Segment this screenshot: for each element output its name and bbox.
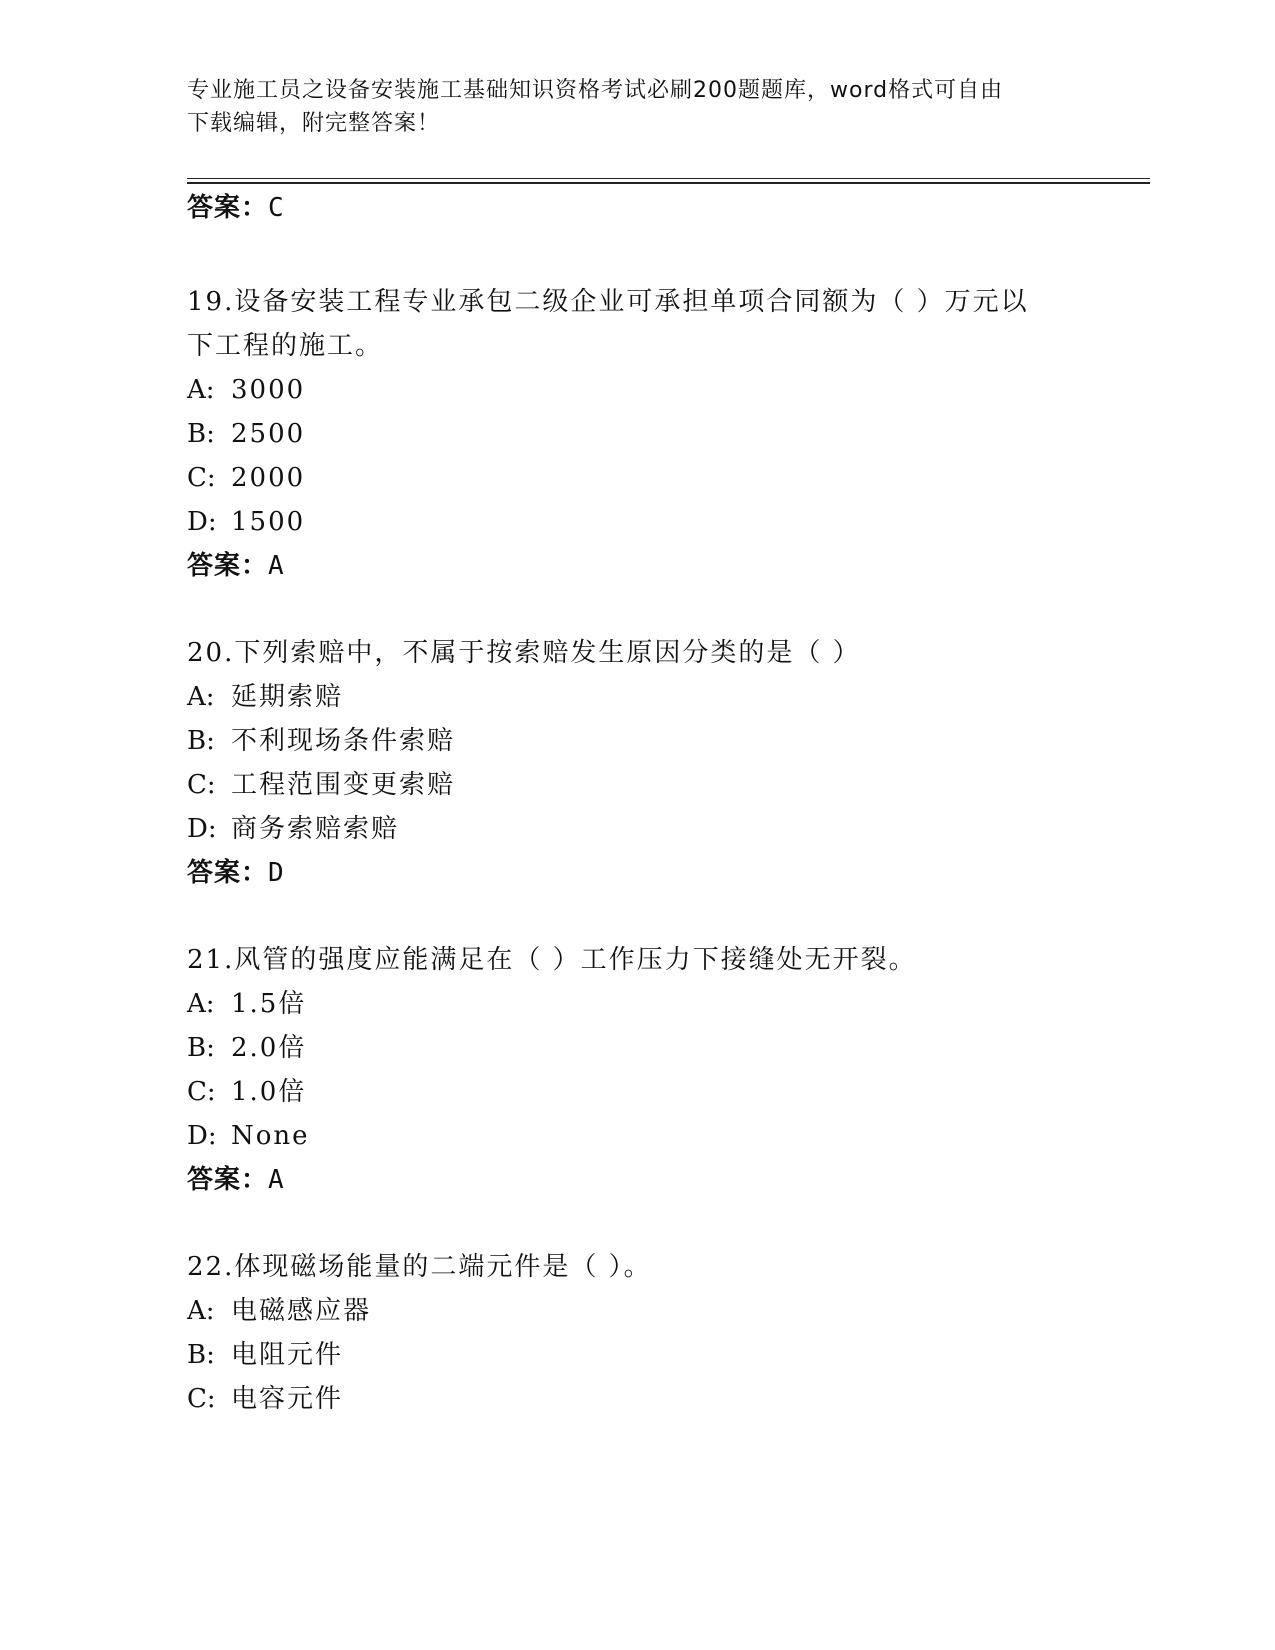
question-20-option-b (187, 726, 455, 756)
question-19-option-d (187, 507, 305, 537)
question-21-text: 21.风管的强度应能满足在（ ）工作压力下接缝处无开裂。 (187, 945, 917, 975)
option-text: 1.5倍 (231, 989, 307, 1019)
question-22-text: 22.体现磁场能量的二端元件是（ ）。 (187, 1252, 652, 1282)
option-text: 工程范围变更索赔 (231, 770, 456, 800)
header-line-1: 专业施工员之设备安装施工基础知识资格考试必刷200题题库，word格式可自由 (187, 78, 1004, 103)
question-21-option-c (187, 1077, 306, 1107)
option-text: 1.0倍 (231, 1077, 307, 1107)
option-key: B: (187, 1033, 215, 1063)
question-20-answer (187, 858, 285, 888)
option-key: C: (187, 1384, 216, 1414)
option-text: 3000 (231, 375, 306, 405)
question-22-option-b (187, 1340, 343, 1370)
option-key: A: (187, 1296, 215, 1326)
question-19-option-a (187, 375, 305, 405)
question-19-text: 19.设备安装工程专业承包二级企业可承担单项合同额为（ ）万元以 (187, 287, 1029, 317)
answer-value: A (268, 1165, 285, 1195)
header-divider-thin (187, 178, 1150, 179)
option-key: A: (187, 682, 215, 712)
document-header (187, 74, 1067, 140)
question-20-option-d (187, 814, 399, 844)
question-21-option-a (187, 989, 306, 1019)
option-key: A: (187, 989, 215, 1019)
option-key: C: (187, 463, 216, 493)
option-key: C: (187, 770, 216, 800)
option-text: 2500 (231, 419, 306, 449)
question-20-option-a (187, 682, 343, 712)
question-22-option-a (187, 1296, 371, 1326)
question-21-answer (187, 1165, 285, 1195)
question-19-option-c (187, 463, 305, 493)
question-19-text-cont: 下工程的施工。 (187, 331, 384, 361)
option-text: 延期索赔 (231, 682, 344, 712)
option-text: 1500 (231, 507, 306, 537)
question-19-option-b (187, 419, 305, 449)
answer-label: 答案： (187, 551, 269, 581)
option-key: D: (187, 507, 217, 537)
question-21-option-b (187, 1033, 306, 1063)
option-key: B: (187, 726, 215, 756)
question-19-answer (187, 551, 285, 581)
question-20-text: 20.下列索赔中，不属于按索赔发生原因分类的是（ ） (187, 638, 861, 668)
option-text: 电阻元件 (231, 1340, 344, 1370)
answer-value: D (268, 858, 285, 888)
option-text: 2000 (231, 463, 306, 493)
option-text: None (231, 1121, 310, 1151)
header-line-2: 下载编辑，附完整答案！ (187, 111, 441, 136)
question-20-option-c (187, 770, 455, 800)
option-text: 不利现场条件索赔 (231, 726, 456, 756)
option-key: B: (187, 1340, 215, 1370)
answer-value: A (268, 551, 285, 581)
answer-label: 答案： (187, 858, 269, 888)
option-text: 商务索赔索赔 (231, 814, 400, 844)
answer-label: 答案： (187, 1165, 269, 1195)
option-text: 2.0倍 (231, 1033, 307, 1063)
option-key: C: (187, 1077, 216, 1107)
answer-line (187, 193, 285, 223)
question-22-option-c (187, 1384, 343, 1414)
option-key: D: (187, 814, 217, 844)
option-text: 电容元件 (231, 1384, 344, 1414)
option-key: B: (187, 419, 215, 449)
option-key: D: (187, 1121, 217, 1151)
header-divider-thick (187, 182, 1150, 184)
question-21-option-d (187, 1121, 310, 1151)
answer-label: 答案： (187, 193, 269, 223)
answer-value: C (268, 193, 285, 223)
option-key: A: (187, 375, 215, 405)
option-text: 电磁感应器 (231, 1296, 372, 1326)
